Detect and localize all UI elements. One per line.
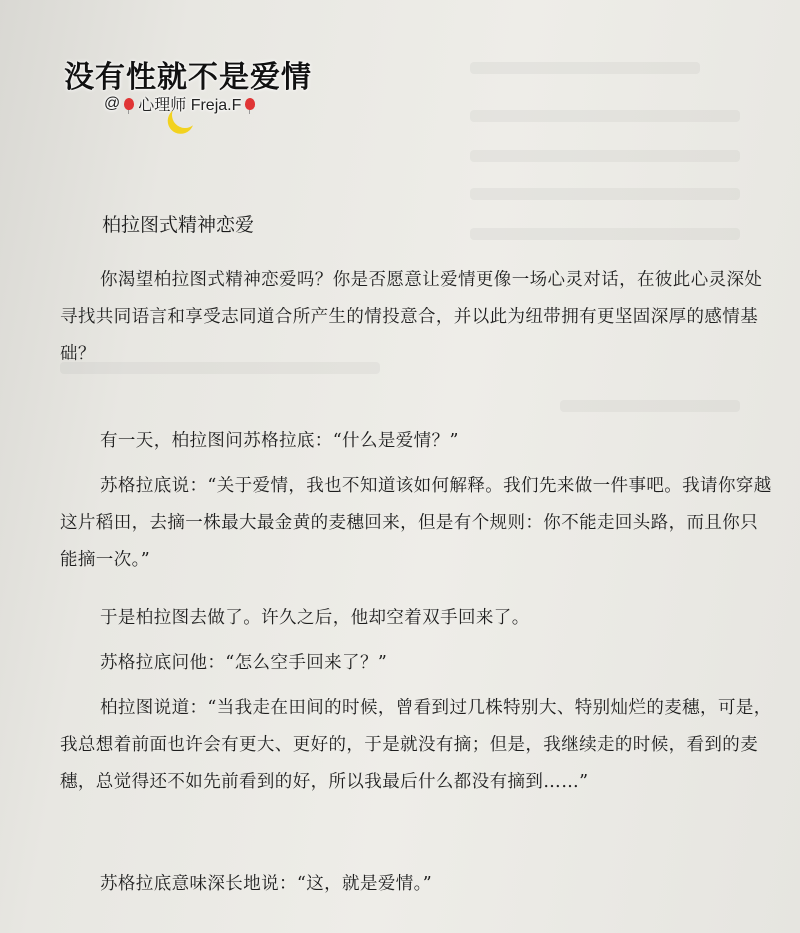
overlay-title: 没有性就不是爱情	[64, 60, 312, 95]
paragraph	[60, 262, 772, 373]
paragraph	[60, 645, 772, 682]
paragraph	[60, 468, 772, 579]
at-symbol: @	[104, 94, 121, 112]
paragraph	[60, 600, 772, 637]
paragraph	[60, 423, 772, 460]
paragraph-text: 苏格拉底意味深长地说：“这，就是爱情。”	[100, 874, 433, 894]
paragraph-text: 苏格拉底问他：“怎么空手回来了？”	[100, 653, 388, 673]
paragraph	[60, 690, 772, 801]
paragraph	[60, 866, 772, 903]
paragraph-text: 柏拉图说道：“当我走在田间的时候，曾看到过几株特别大、特别灿烂的麦穗，可是，我总想着前面也许会有更大、更好的，于是就没有摘；但是，我继续走的时候，看到的麦穗，总觉得还不如先前看到的好，所以我最后什么都没有摘到……”	[60, 698, 772, 792]
paragraph-text: 有一天，柏拉图问苏格拉底：“什么是爱情？”	[100, 431, 459, 451]
paragraph-text: 于是柏拉图去做了。许久之后，他却空着双手回来了。	[100, 608, 530, 628]
balloon-icon	[124, 98, 134, 110]
paragraph-text: 苏格拉底说：“关于爱情，我也不知道该如何解释。我们先来做一件事吧。我请你穿越这片稻田，去摘一株最大最金黄的麦穗回来，但是有个规则：你不能走回头路，而且你只能摘一次。”	[60, 476, 772, 570]
author-name: 心理师 Freja.F	[138, 97, 242, 114]
balloon-icon	[245, 98, 255, 110]
section-heading: 柏拉图式精神恋爱	[102, 214, 255, 236]
paragraph-text: 你渴望柏拉图式精神恋爱吗？你是否愿意让爱情更像一场心灵对话，在彼此心灵深处寻找共同语言和享受志同道合所产生的情投意合，并以此为纽带拥有更坚固深厚的感情基础？	[60, 270, 763, 364]
